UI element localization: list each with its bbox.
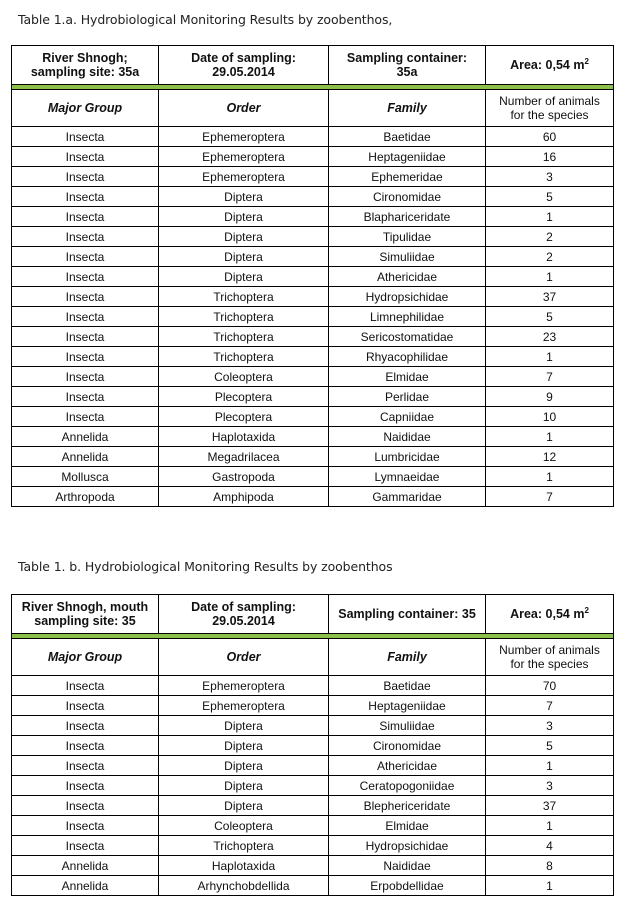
- count-cell: 7: [486, 487, 614, 507]
- table-row: [12, 676, 614, 696]
- family-cell: Lymnaeidae: [329, 467, 486, 487]
- table-b-caption: Table 1. b. Hydrobiological Monitoring Results by zoobenthos: [18, 559, 393, 574]
- order-cell: Trichoptera: [159, 836, 329, 856]
- count-header: [486, 639, 614, 676]
- table-row: [12, 796, 614, 816]
- sampling-date-cell: [159, 46, 329, 85]
- count-header-line2: for the species: [510, 657, 589, 671]
- order-cell: Diptera: [159, 776, 329, 796]
- sampling-site-cell: [12, 46, 159, 85]
- order-cell: Diptera: [159, 756, 329, 776]
- table-row: [12, 127, 614, 147]
- major-group-cell: Insecta: [12, 796, 159, 816]
- order-cell: Diptera: [159, 736, 329, 756]
- major-group-cell: Annelida: [12, 856, 159, 876]
- table-a-caption: Table 1.a. Hydrobiological Monitoring Results by zoobenthos,: [18, 12, 393, 27]
- count-cell: 37: [486, 796, 614, 816]
- count-cell: 70: [486, 676, 614, 696]
- sampling-site-cell: [12, 595, 159, 634]
- table-b-meta-row: [12, 595, 614, 634]
- count-cell: 2: [486, 247, 614, 267]
- table-row: [12, 227, 614, 247]
- family-header: Family: [329, 90, 486, 127]
- date-line2: 29.05.2014: [212, 614, 275, 628]
- table-row: [12, 736, 614, 756]
- table-row: [12, 147, 614, 167]
- family-cell: Simuliidae: [329, 247, 486, 267]
- area-text: Area: 0,54 m: [510, 58, 585, 72]
- table-a: [11, 45, 614, 507]
- family-cell: Limnephilidae: [329, 307, 486, 327]
- major-group-cell: Insecta: [12, 367, 159, 387]
- family-cell: Baetidae: [329, 127, 486, 147]
- sampling-container-cell: [329, 46, 486, 85]
- count-header-line1: Number of animals: [499, 643, 600, 657]
- table-row: [12, 776, 614, 796]
- table-a-meta-row: [12, 46, 614, 85]
- family-cell: Blaphariceridate: [329, 207, 486, 227]
- table-row: [12, 467, 614, 487]
- family-cell: Erpobdellidae: [329, 876, 486, 896]
- count-cell: 1: [486, 467, 614, 487]
- table-row: [12, 267, 614, 287]
- order-cell: Trichoptera: [159, 307, 329, 327]
- family-cell: Simuliidae: [329, 716, 486, 736]
- date-line2: 29.05.2014: [212, 65, 275, 79]
- order-cell: Diptera: [159, 267, 329, 287]
- family-cell: Perlidae: [329, 387, 486, 407]
- major-group-cell: Insecta: [12, 127, 159, 147]
- table-row: [12, 187, 614, 207]
- major-group-cell: Annelida: [12, 427, 159, 447]
- count-cell: 5: [486, 736, 614, 756]
- major-group-cell: Insecta: [12, 407, 159, 427]
- family-cell: Ephemeridae: [329, 167, 486, 187]
- major-group-cell: Insecta: [12, 207, 159, 227]
- order-cell: Coleoptera: [159, 816, 329, 836]
- family-cell: Rhyacophilidae: [329, 347, 486, 367]
- major-group-cell: Insecta: [12, 776, 159, 796]
- family-cell: Heptageniidae: [329, 696, 486, 716]
- table-b-body: [12, 676, 614, 896]
- major-group-cell: Insecta: [12, 147, 159, 167]
- family-cell: Tipulidae: [329, 227, 486, 247]
- major-group-cell: Mollusca: [12, 467, 159, 487]
- count-cell: 16: [486, 147, 614, 167]
- sampling-date-cell: [159, 595, 329, 634]
- table-row: [12, 447, 614, 467]
- order-cell: Trichoptera: [159, 287, 329, 307]
- table-row: [12, 327, 614, 347]
- family-cell: Lumbricidae: [329, 447, 486, 467]
- table-b-header-row: [12, 639, 614, 676]
- order-cell: Diptera: [159, 207, 329, 227]
- table-row: [12, 696, 614, 716]
- table-row: [12, 856, 614, 876]
- major-group-cell: Insecta: [12, 836, 159, 856]
- family-cell: Ceratopogoniidae: [329, 776, 486, 796]
- site-line1: River Shnogh, mouth: [21, 600, 149, 614]
- table-row: [12, 487, 614, 507]
- table-row: [12, 287, 614, 307]
- count-cell: 3: [486, 167, 614, 187]
- major-group-cell: Insecta: [12, 696, 159, 716]
- count-header-line2: for the species: [510, 108, 589, 122]
- family-cell: Baetidae: [329, 676, 486, 696]
- order-cell: Haplotaxida: [159, 856, 329, 876]
- order-cell: Diptera: [159, 716, 329, 736]
- family-cell: Athericidae: [329, 267, 486, 287]
- family-cell: Cironomidae: [329, 736, 486, 756]
- order-header: Order: [159, 90, 329, 127]
- date-line1: Date of sampling:: [191, 51, 296, 65]
- order-cell: Ephemeroptera: [159, 147, 329, 167]
- count-cell: 1: [486, 267, 614, 287]
- count-cell: 3: [486, 776, 614, 796]
- major-group-cell: Insecta: [12, 716, 159, 736]
- family-cell: Hydropsichidae: [329, 287, 486, 307]
- major-group-cell: Insecta: [12, 756, 159, 776]
- order-cell: Amphipoda: [159, 487, 329, 507]
- family-cell: Blephericeridate: [329, 796, 486, 816]
- count-cell: 1: [486, 756, 614, 776]
- major-group-cell: Insecta: [12, 187, 159, 207]
- table-row: [12, 407, 614, 427]
- site-line1: River Shnogh;: [42, 51, 128, 65]
- count-cell: 1: [486, 876, 614, 896]
- order-cell: Plecoptera: [159, 407, 329, 427]
- family-cell: Elmidae: [329, 367, 486, 387]
- family-cell: Naididae: [329, 856, 486, 876]
- area-cell: [486, 595, 614, 634]
- order-cell: Plecoptera: [159, 387, 329, 407]
- table-row: [12, 876, 614, 896]
- major-group-cell: Insecta: [12, 307, 159, 327]
- count-cell: 2: [486, 227, 614, 247]
- major-group-cell: Annelida: [12, 876, 159, 896]
- table-row: [12, 247, 614, 267]
- count-header: [486, 90, 614, 127]
- family-cell: Capniidae: [329, 407, 486, 427]
- order-cell: Ephemeroptera: [159, 167, 329, 187]
- count-cell: 12: [486, 447, 614, 467]
- count-cell: 1: [486, 347, 614, 367]
- order-cell: Gastropoda: [159, 467, 329, 487]
- order-cell: Trichoptera: [159, 327, 329, 347]
- table-row: [12, 427, 614, 447]
- major-group-cell: Insecta: [12, 267, 159, 287]
- site-line2: sampling site: 35a: [30, 65, 140, 79]
- table-b: [11, 594, 614, 896]
- order-cell: Megadrilacea: [159, 447, 329, 467]
- table-row: [12, 207, 614, 227]
- order-cell: Ephemeroptera: [159, 696, 329, 716]
- order-cell: Diptera: [159, 227, 329, 247]
- order-cell: Diptera: [159, 796, 329, 816]
- major-group-cell: Annelida: [12, 447, 159, 467]
- count-cell: 1: [486, 207, 614, 227]
- major-group-cell: Insecta: [12, 167, 159, 187]
- family-cell: Cironomidae: [329, 187, 486, 207]
- major-group-cell: Insecta: [12, 347, 159, 367]
- count-cell: 5: [486, 307, 614, 327]
- order-cell: Ephemeroptera: [159, 676, 329, 696]
- table-row: [12, 347, 614, 367]
- major-group-cell: Insecta: [12, 227, 159, 247]
- count-cell: 1: [486, 427, 614, 447]
- count-cell: 3: [486, 716, 614, 736]
- major-group-cell: Arthropoda: [12, 487, 159, 507]
- table-a-header-row: [12, 90, 614, 127]
- family-cell: Naididae: [329, 427, 486, 447]
- table-row: [12, 367, 614, 387]
- site-line2: sampling site: 35: [34, 614, 136, 628]
- count-cell: 8: [486, 856, 614, 876]
- major-group-cell: Insecta: [12, 676, 159, 696]
- table-row: [12, 307, 614, 327]
- order-cell: Trichoptera: [159, 347, 329, 367]
- count-cell: 9: [486, 387, 614, 407]
- container-line2: 35a: [396, 65, 418, 79]
- order-cell: Arhynchobdellida: [159, 876, 329, 896]
- major-group-cell: Insecta: [12, 287, 159, 307]
- major-group-cell: Insecta: [12, 816, 159, 836]
- major-group-header: Major Group: [12, 90, 159, 127]
- count-cell: 60: [486, 127, 614, 147]
- area-text: Area: 0,54 m: [510, 607, 585, 621]
- order-header: Order: [159, 639, 329, 676]
- major-group-cell: Insecta: [12, 247, 159, 267]
- order-cell: Ephemeroptera: [159, 127, 329, 147]
- major-group-cell: Insecta: [12, 327, 159, 347]
- family-cell: Hydropsichidae: [329, 836, 486, 856]
- date-line1: Date of sampling:: [191, 600, 296, 614]
- table-row: [12, 756, 614, 776]
- table-row: [12, 716, 614, 736]
- table-row: [12, 167, 614, 187]
- table-a-body: [12, 127, 614, 507]
- count-cell: 10: [486, 407, 614, 427]
- area-exponent: 2: [584, 56, 589, 66]
- major-group-cell: Insecta: [12, 736, 159, 756]
- family-cell: Athericidae: [329, 756, 486, 776]
- family-header: Family: [329, 639, 486, 676]
- order-cell: Diptera: [159, 247, 329, 267]
- family-cell: Gammaridae: [329, 487, 486, 507]
- order-cell: Haplotaxida: [159, 427, 329, 447]
- table-row: [12, 836, 614, 856]
- count-cell: 7: [486, 696, 614, 716]
- family-cell: Sericostomatidae: [329, 327, 486, 347]
- count-cell: 37: [486, 287, 614, 307]
- area-exponent: 2: [584, 605, 589, 615]
- sampling-container-cell: Sampling container: 35: [329, 595, 486, 634]
- area-cell: [486, 46, 614, 85]
- order-cell: Coleoptera: [159, 367, 329, 387]
- count-cell: 23: [486, 327, 614, 347]
- count-cell: 1: [486, 816, 614, 836]
- container-line1: Sampling container:: [346, 51, 468, 65]
- table-row: [12, 387, 614, 407]
- count-cell: 5: [486, 187, 614, 207]
- count-cell: 4: [486, 836, 614, 856]
- count-cell: 7: [486, 367, 614, 387]
- family-cell: Elmidae: [329, 816, 486, 836]
- major-group-cell: Insecta: [12, 387, 159, 407]
- order-cell: Diptera: [159, 187, 329, 207]
- count-header-line1: Number of animals: [499, 94, 600, 108]
- major-group-header: Major Group: [12, 639, 159, 676]
- table-row: [12, 816, 614, 836]
- family-cell: Heptageniidae: [329, 147, 486, 167]
